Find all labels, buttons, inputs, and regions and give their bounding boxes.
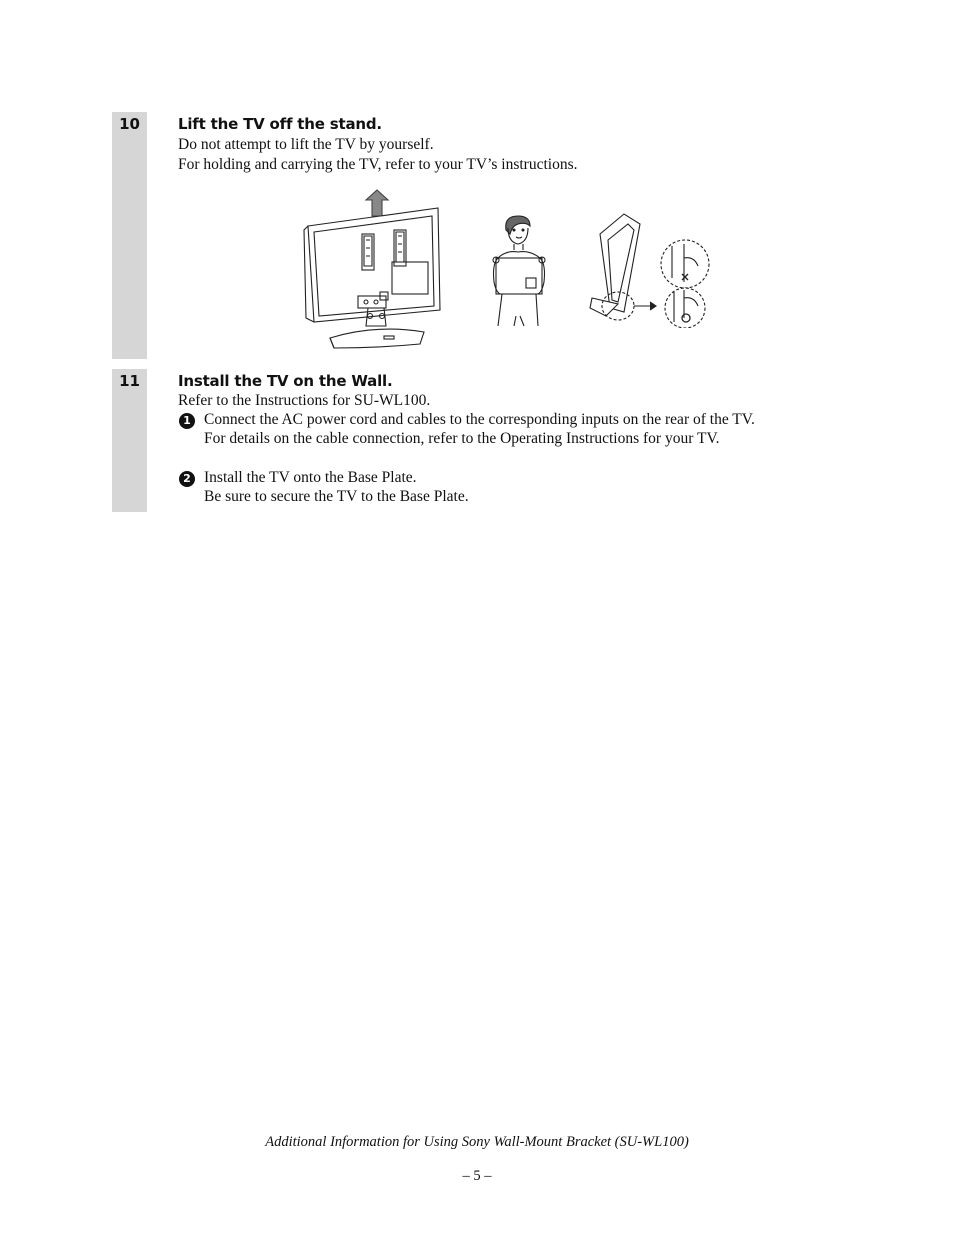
substep-2-line-2: Be sure to secure the TV to the Base Plate. [204, 488, 469, 505]
substep-2-line-1: Install the TV onto the Base Plate. [204, 469, 417, 486]
tv-rear-lift-illustration [300, 188, 450, 352]
step-10-number: 10 [119, 115, 140, 133]
person-carrying-tv-illustration [486, 212, 552, 328]
substep-1-line-2: For details on the cable connection, refer to the Operating Instructions for your TV. [204, 430, 720, 447]
substep-2-marker: 2 [179, 471, 195, 487]
substep-1-marker: 1 [179, 413, 195, 429]
step-10-title: Lift the TV off the stand. [178, 115, 382, 133]
step-11-intro: Refer to the Instructions for SU-WL100. [178, 392, 431, 409]
substep-1-line-1: Connect the AC power cord and cables to the corresponding inputs on the rear of the TV. [204, 411, 755, 428]
step-11-sidebar [112, 369, 147, 512]
step-10-line-1: Do not attempt to lift the TV by yourself. [178, 136, 434, 153]
step-11-number: 11 [119, 372, 140, 390]
step-10-sidebar [112, 112, 147, 359]
step-11-title: Install the TV on the Wall. [178, 372, 393, 390]
page-number: – 5 – [462, 1168, 492, 1184]
tv-side-grip-illustration [588, 212, 714, 328]
footer-title: Additional Information for Using Sony Wall-Mount Bracket (SU-WL100) [265, 1134, 689, 1150]
step-10-line-2: For holding and carrying the TV, refer to your TV’s instructions. [178, 156, 578, 173]
